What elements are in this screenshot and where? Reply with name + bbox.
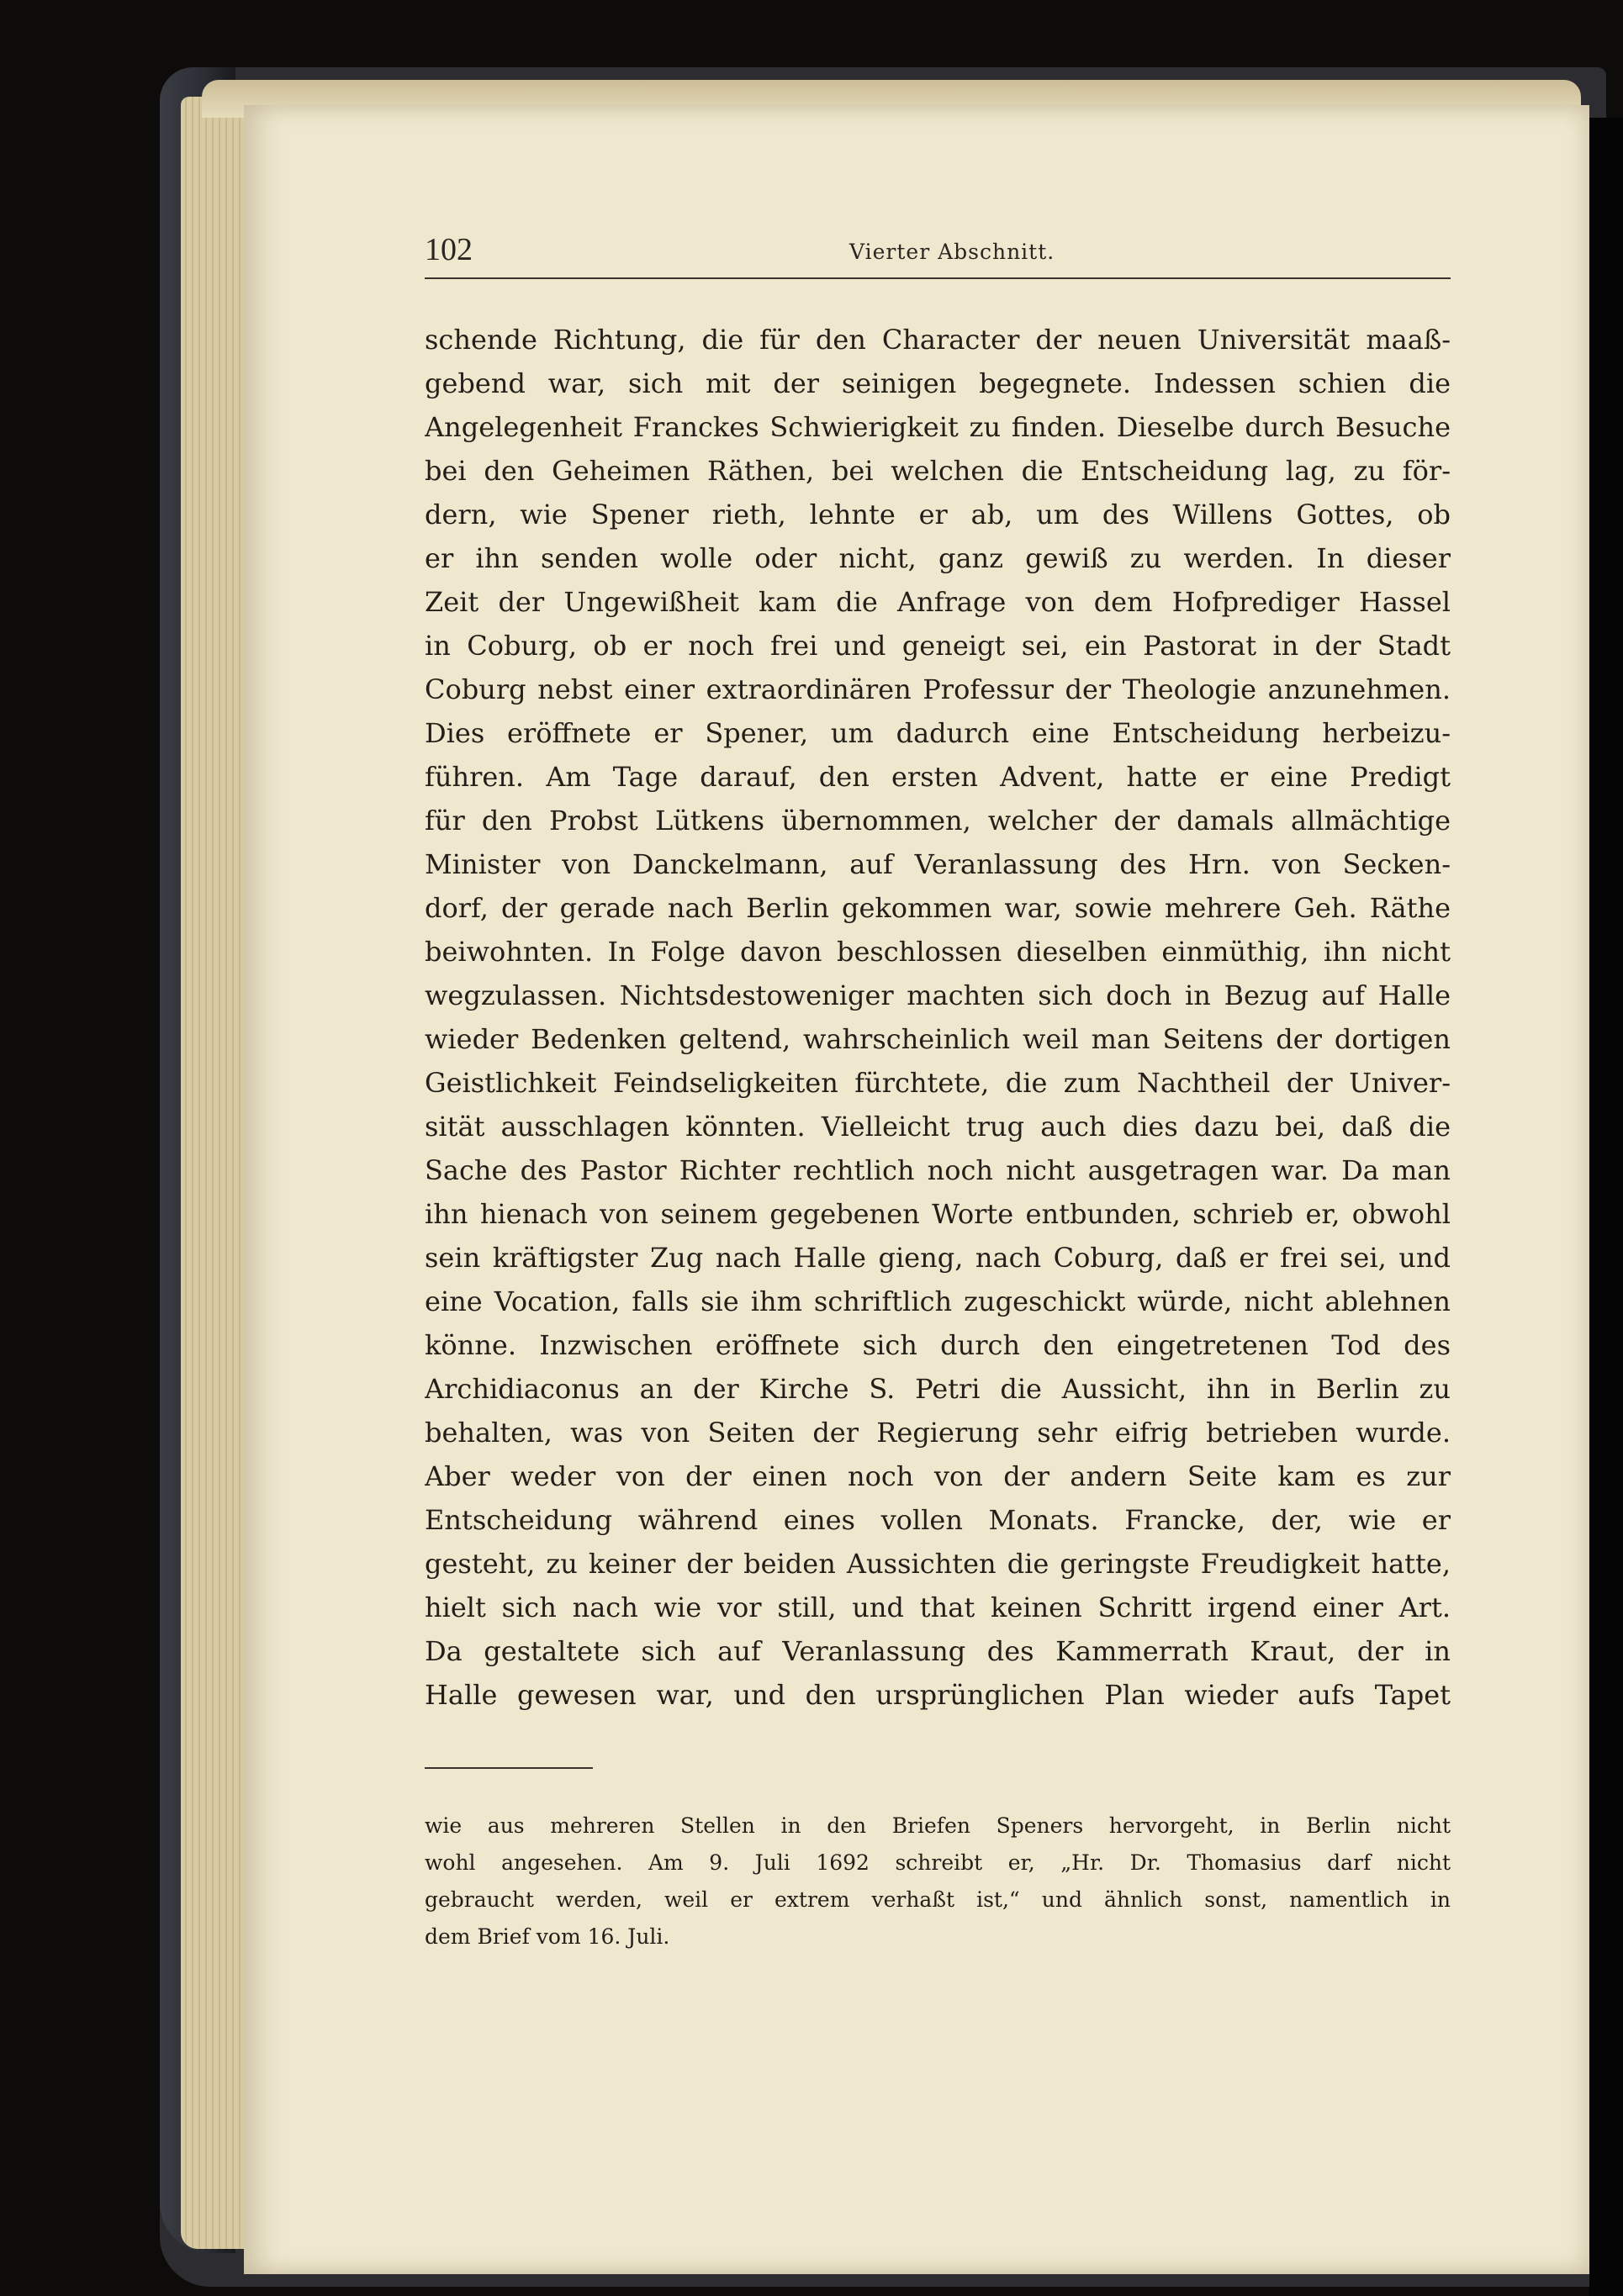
text-line: Minister von Danckelmann, auf Veranlassung des Hrn. von Secken- <box>425 848 1451 880</box>
page-header <box>425 231 1451 282</box>
text-line: Angelegenheit Franckes Schwierigkeit zu finden. Dieselbe durch Besuche <box>425 411 1451 443</box>
text-line: Halle gewesen war, und den ursprünglichen Plan wieder aufs Tapet <box>425 1679 1451 1711</box>
text-line: wegzulassen. Nichtsdestoweniger machten sich doch in Bezug auf Halle <box>425 979 1451 1011</box>
body-text <box>425 318 1451 1717</box>
text-line: dern, wie Spener rieth, lehnte er ab, um des Willens Gottes, ob <box>425 499 1451 530</box>
page-number: 102 <box>425 232 473 267</box>
text-line: hielt sich nach wie vor still, und that keinen Schritt irgend einer Art. <box>425 1591 1451 1623</box>
text-line: Coburg nebst einer extraordinären Professur der Theologie anzunehmen. <box>425 673 1451 705</box>
text-line: Archidiaconus an der Kirche S. Petri die Aussicht, ihn in Berlin zu <box>425 1373 1451 1405</box>
text-line: gesteht, zu keiner der beiden Aussichten die geringste Freudigkeit hatte, <box>425 1548 1451 1580</box>
text-line: beiwohnten. In Folge davon beschlossen dieselben einmüthig, ihn nicht <box>425 936 1451 968</box>
header-rule <box>425 277 1451 279</box>
text-line: Geistlichkeit Feindseligkeiten fürchtete, die zum Nachtheil der Univer- <box>425 1067 1451 1099</box>
text-line: er ihn senden wolle oder nicht, ganz gewiß zu werden. In dieser <box>425 542 1451 574</box>
footnote-line: gebraucht werden, weil er extrem verhaßt ist,“ und ähnlich sonst, namentlich in <box>425 1887 1451 1912</box>
text-line: sein kräftigster Zug nach Halle gieng, nach Coburg, daß er frei sei, und <box>425 1242 1451 1274</box>
text-line: könne. Inzwischen eröffnete sich durch den eingetretenen Tod des <box>425 1329 1451 1361</box>
footnote-line: wohl angesehen. Am 9. Juli 1692 schreibt er, „Hr. Dr. Thomasius darf nicht <box>425 1850 1451 1875</box>
text-line: dorf, der gerade nach Berlin gekommen war, sowie mehrere Geh. Räthe <box>425 892 1451 924</box>
text-line: Da gestaltete sich auf Veranlassung des Kammerrath Kraut, der in <box>425 1635 1451 1667</box>
text-line: schende Richtung, die für den Character der neuen Universität maaß- <box>425 324 1451 356</box>
text-line: Dies eröffnete er Spener, um dadurch eine Entscheidung herbeizu- <box>425 717 1451 749</box>
text-line: ihn hienach von seinem gegebenen Worte entbunden, schrieb er, obwohl <box>425 1198 1451 1230</box>
text-line: für den Probst Lütkens übernommen, welcher der damals allmächtige <box>425 805 1451 837</box>
text-line: in Coburg, ob er noch frei und geneigt sei, ein Pastorat in der Stadt <box>425 630 1451 662</box>
text-line: führen. Am Tage darauf, den ersten Advent, hatte er eine Predigt <box>425 761 1451 793</box>
footnote-line: wie aus mehreren Stellen in den Briefen Speners hervorgeht, in Berlin nicht <box>425 1813 1451 1838</box>
text-line: Entscheidung während eines vollen Monats. Francke, der, wie er <box>425 1504 1451 1536</box>
footnote <box>425 1808 1451 1956</box>
text-line: gebend war, sich mit der seinigen begegnete. Indessen schien die <box>425 367 1451 399</box>
footnote-rule <box>425 1767 593 1769</box>
background-edge <box>1589 118 1623 2296</box>
text-line: Zeit der Ungewißheit kam die Anfrage von dem Hofprediger Hassel <box>425 586 1451 618</box>
text-line: wieder Bedenken geltend, wahrscheinlich weil man Seitens der dortigen <box>425 1023 1451 1055</box>
text-line: Sache des Pastor Richter rechtlich noch nicht ausgetragen war. Da man <box>425 1154 1451 1186</box>
text-line: bei den Geheimen Räthen, bei welchen die Entscheidung lag, zu för- <box>425 455 1451 487</box>
text-line: Aber weder von der einen noch von der andern Seite kam es zur <box>425 1460 1451 1492</box>
running-title: Vierter Abschnitt. <box>849 240 1055 264</box>
text-line: behalten, was von Seiten der Regierung sehr eifrig betrieben wurde. <box>425 1417 1451 1449</box>
footnote-line: dem Brief vom 16. Juli. <box>425 1924 670 1949</box>
text-line: sität ausschlagen könnten. Vielleicht trug auch dies dazu bei, daß die <box>425 1111 1451 1143</box>
text-line: eine Vocation, falls sie ihm schriftlich zugeschickt würde, nicht ablehnen <box>425 1285 1451 1317</box>
